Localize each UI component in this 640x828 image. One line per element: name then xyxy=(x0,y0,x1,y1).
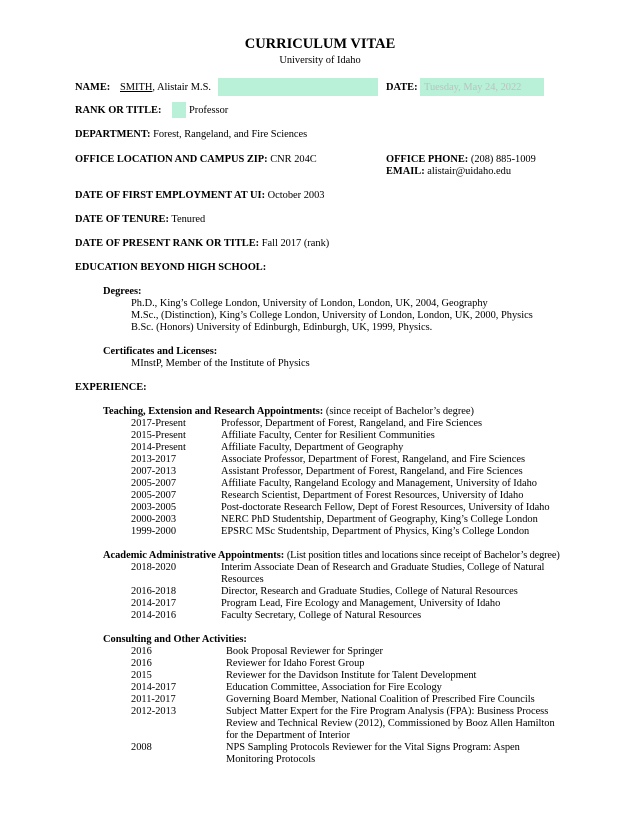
rank-value: Professor xyxy=(189,105,229,116)
appointment-years: 2014-Present xyxy=(131,442,186,453)
page-title: CURRICULUM VITAE xyxy=(244,36,396,52)
admin-text: Interim Associate Dean of Research and Graduate Studies, College of Natural xyxy=(221,562,545,573)
surname: SMITH xyxy=(120,82,153,93)
admin-years: 2018-2020 xyxy=(131,562,177,573)
consulting-years: 2014-2017 xyxy=(131,682,177,693)
appointment-text: NERC PhD Studentship, Department of Geography, King’s College London xyxy=(221,514,538,525)
office-value: CNR 204C xyxy=(270,154,317,165)
consulting-text: Subject Matter Expert for the Fire Program Analysis (FPA): Business Process xyxy=(226,706,549,717)
appointment-text: Affiliate Faculty, Department of Geography xyxy=(221,442,404,453)
appointment-text: Affiliate Faculty, Rangeland Ecology and Management, University of Idaho xyxy=(221,478,537,489)
first-employment-row xyxy=(75,190,325,202)
consulting-years: 2016 xyxy=(131,658,152,669)
email-label: EMAIL: xyxy=(386,166,425,177)
admin-note: (List position titles and locations since receipt of Bachelor’s degree) xyxy=(286,550,560,561)
appointment-text: EPSRC MSc Studentship, Department of Physics, King’s College London xyxy=(221,526,530,537)
appointment-years: 2005-2007 xyxy=(131,490,177,501)
consulting-years: 2008 xyxy=(131,742,152,753)
teaching-note: (since receipt of Bachelor’s degree) xyxy=(325,406,474,417)
consulting-text: Review and Technical Review (2012), Commissioned by Booz Allen Hamilton xyxy=(226,718,555,729)
admin-years: 2014-2016 xyxy=(131,610,177,621)
department-value: Forest, Rangeland, and Fire Sciences xyxy=(153,129,308,140)
admin-heading xyxy=(103,550,560,562)
admin-years: 2016-2018 xyxy=(131,586,177,597)
degree-item: B.Sc. (Honors) University of Edinburgh, Edinburgh, UK, 1999, Physics. xyxy=(131,322,433,333)
present-rank-label: DATE OF PRESENT RANK OR TITLE: xyxy=(75,238,260,249)
consulting-label: Consulting and Other Activities: xyxy=(103,634,247,645)
admin-text-continued: Resources xyxy=(221,574,264,585)
education-heading: EDUCATION BEYOND HIGH SCHOOL: xyxy=(75,262,267,273)
experience-heading: EXPERIENCE: xyxy=(75,382,147,393)
tenure-label: DATE OF TENURE: xyxy=(75,214,169,225)
appointment-years: 2005-2007 xyxy=(131,478,177,489)
tenure-value: Tenured xyxy=(171,214,206,225)
appointment-years: 2003-2005 xyxy=(131,502,177,513)
email-value: alistair@uidaho.edu xyxy=(427,166,512,177)
consulting-text: Governing Board Member, National Coalition of Prescribed Fire Councils xyxy=(226,694,535,705)
appointment-years: 2015-Present xyxy=(131,430,186,441)
present-rank-row xyxy=(75,238,329,250)
teaching-label: Teaching, Extension and Research Appointments: xyxy=(103,406,324,417)
first-employment-value: October 2003 xyxy=(267,190,325,201)
appointment-text: Assistant Professor, Department of Forest, Rangeland, and Fire Sciences xyxy=(221,466,523,477)
date-value: Tuesday, May 24, 2022 xyxy=(424,82,522,93)
appointment-years: 2007-2013 xyxy=(131,466,177,477)
name-label: NAME: xyxy=(75,82,111,93)
consulting-text: Education Committee, Association for Fire Ecology xyxy=(226,682,442,693)
consulting-years: 2011-2017 xyxy=(131,694,176,705)
given-names: , Alistair M.S. xyxy=(152,82,211,93)
appointment-years: 2017-Present xyxy=(131,418,186,429)
tenure-row xyxy=(75,214,205,226)
email-row xyxy=(386,166,511,178)
appointment-text: Professor, Department of Forest, Rangeland, and Fire Sciences xyxy=(221,418,483,429)
present-rank-value: Fall 2017 (rank) xyxy=(261,238,330,249)
consulting-text: for the Department of Interior xyxy=(226,730,351,741)
phone-value: (208) 885-1009 xyxy=(470,154,536,165)
consulting-years: 2016 xyxy=(131,646,152,657)
degree-item: Ph.D., King’s College London, University of London, London, UK, 2004, Geography xyxy=(131,298,488,309)
date-label: DATE: xyxy=(386,82,418,93)
teaching-heading xyxy=(103,406,474,418)
admin-text: Director, Research and Graduate Studies, College of Natural Resources xyxy=(221,586,518,597)
consulting-years: 2012-2013 xyxy=(131,706,177,717)
office-label: OFFICE LOCATION AND CAMPUS ZIP: xyxy=(75,154,268,165)
certificate-item: MInstP, Member of the Institute of Physics xyxy=(131,358,310,369)
rank-label: RANK OR TITLE: xyxy=(75,105,162,116)
phone-label: OFFICE PHONE: xyxy=(386,154,469,165)
admin-years: 2014-2017 xyxy=(131,598,177,609)
consulting-text: Reviewer for Idaho Forest Group xyxy=(226,658,365,669)
appointment-years: 2013-2017 xyxy=(131,454,177,465)
consulting-text: Reviewer for the Davidson Institute for Talent Development xyxy=(226,670,477,681)
certificates-label: Certificates and Licenses: xyxy=(103,346,218,357)
appointment-text: Post-doctorate Research Fellow, Dept of Forest Resources, University of Idaho xyxy=(221,502,550,513)
department-label: DEPARTMENT: xyxy=(75,129,151,140)
name-input-field[interactable] xyxy=(218,78,378,96)
admin-text: Faculty Secretary, College of Natural Resources xyxy=(221,610,422,621)
degrees-label: Degrees: xyxy=(103,286,142,297)
phone-row xyxy=(386,154,536,166)
first-employment-label: DATE OF FIRST EMPLOYMENT AT UI: xyxy=(75,190,266,201)
consulting-text: Book Proposal Reviewer for Springer xyxy=(226,646,383,657)
admin-label: Academic Administrative Appointments: xyxy=(103,550,285,561)
department-row xyxy=(75,129,307,141)
appointment-text: Associate Professor, Department of Forest, Rangeland, and Fire Sciences xyxy=(221,454,526,465)
appointment-years: 1999-2000 xyxy=(131,526,177,537)
office-row xyxy=(75,154,317,166)
institution-subtitle: University of Idaho xyxy=(279,55,361,66)
rank-input-field[interactable] xyxy=(172,102,186,118)
consulting-years: 2015 xyxy=(131,670,152,681)
name-value xyxy=(120,82,211,94)
degree-item: M.Sc., (Distinction), King’s College London, University of London, London, UK, 2000, Physics xyxy=(131,310,533,321)
consulting-text: Monitoring Protocols xyxy=(226,754,316,765)
appointment-text: Research Scientist, Department of Forest Resources, University of Idaho xyxy=(221,490,524,501)
admin-text: Program Lead, Fire Ecology and Management, University of Idaho xyxy=(221,598,501,609)
appointment-years: 2000-2003 xyxy=(131,514,177,525)
consulting-text: NPS Sampling Protocols Reviewer for the Vital Signs Program: Aspen xyxy=(226,742,520,753)
appointment-text: Affiliate Faculty, Center for Resilient Communities xyxy=(221,430,435,441)
